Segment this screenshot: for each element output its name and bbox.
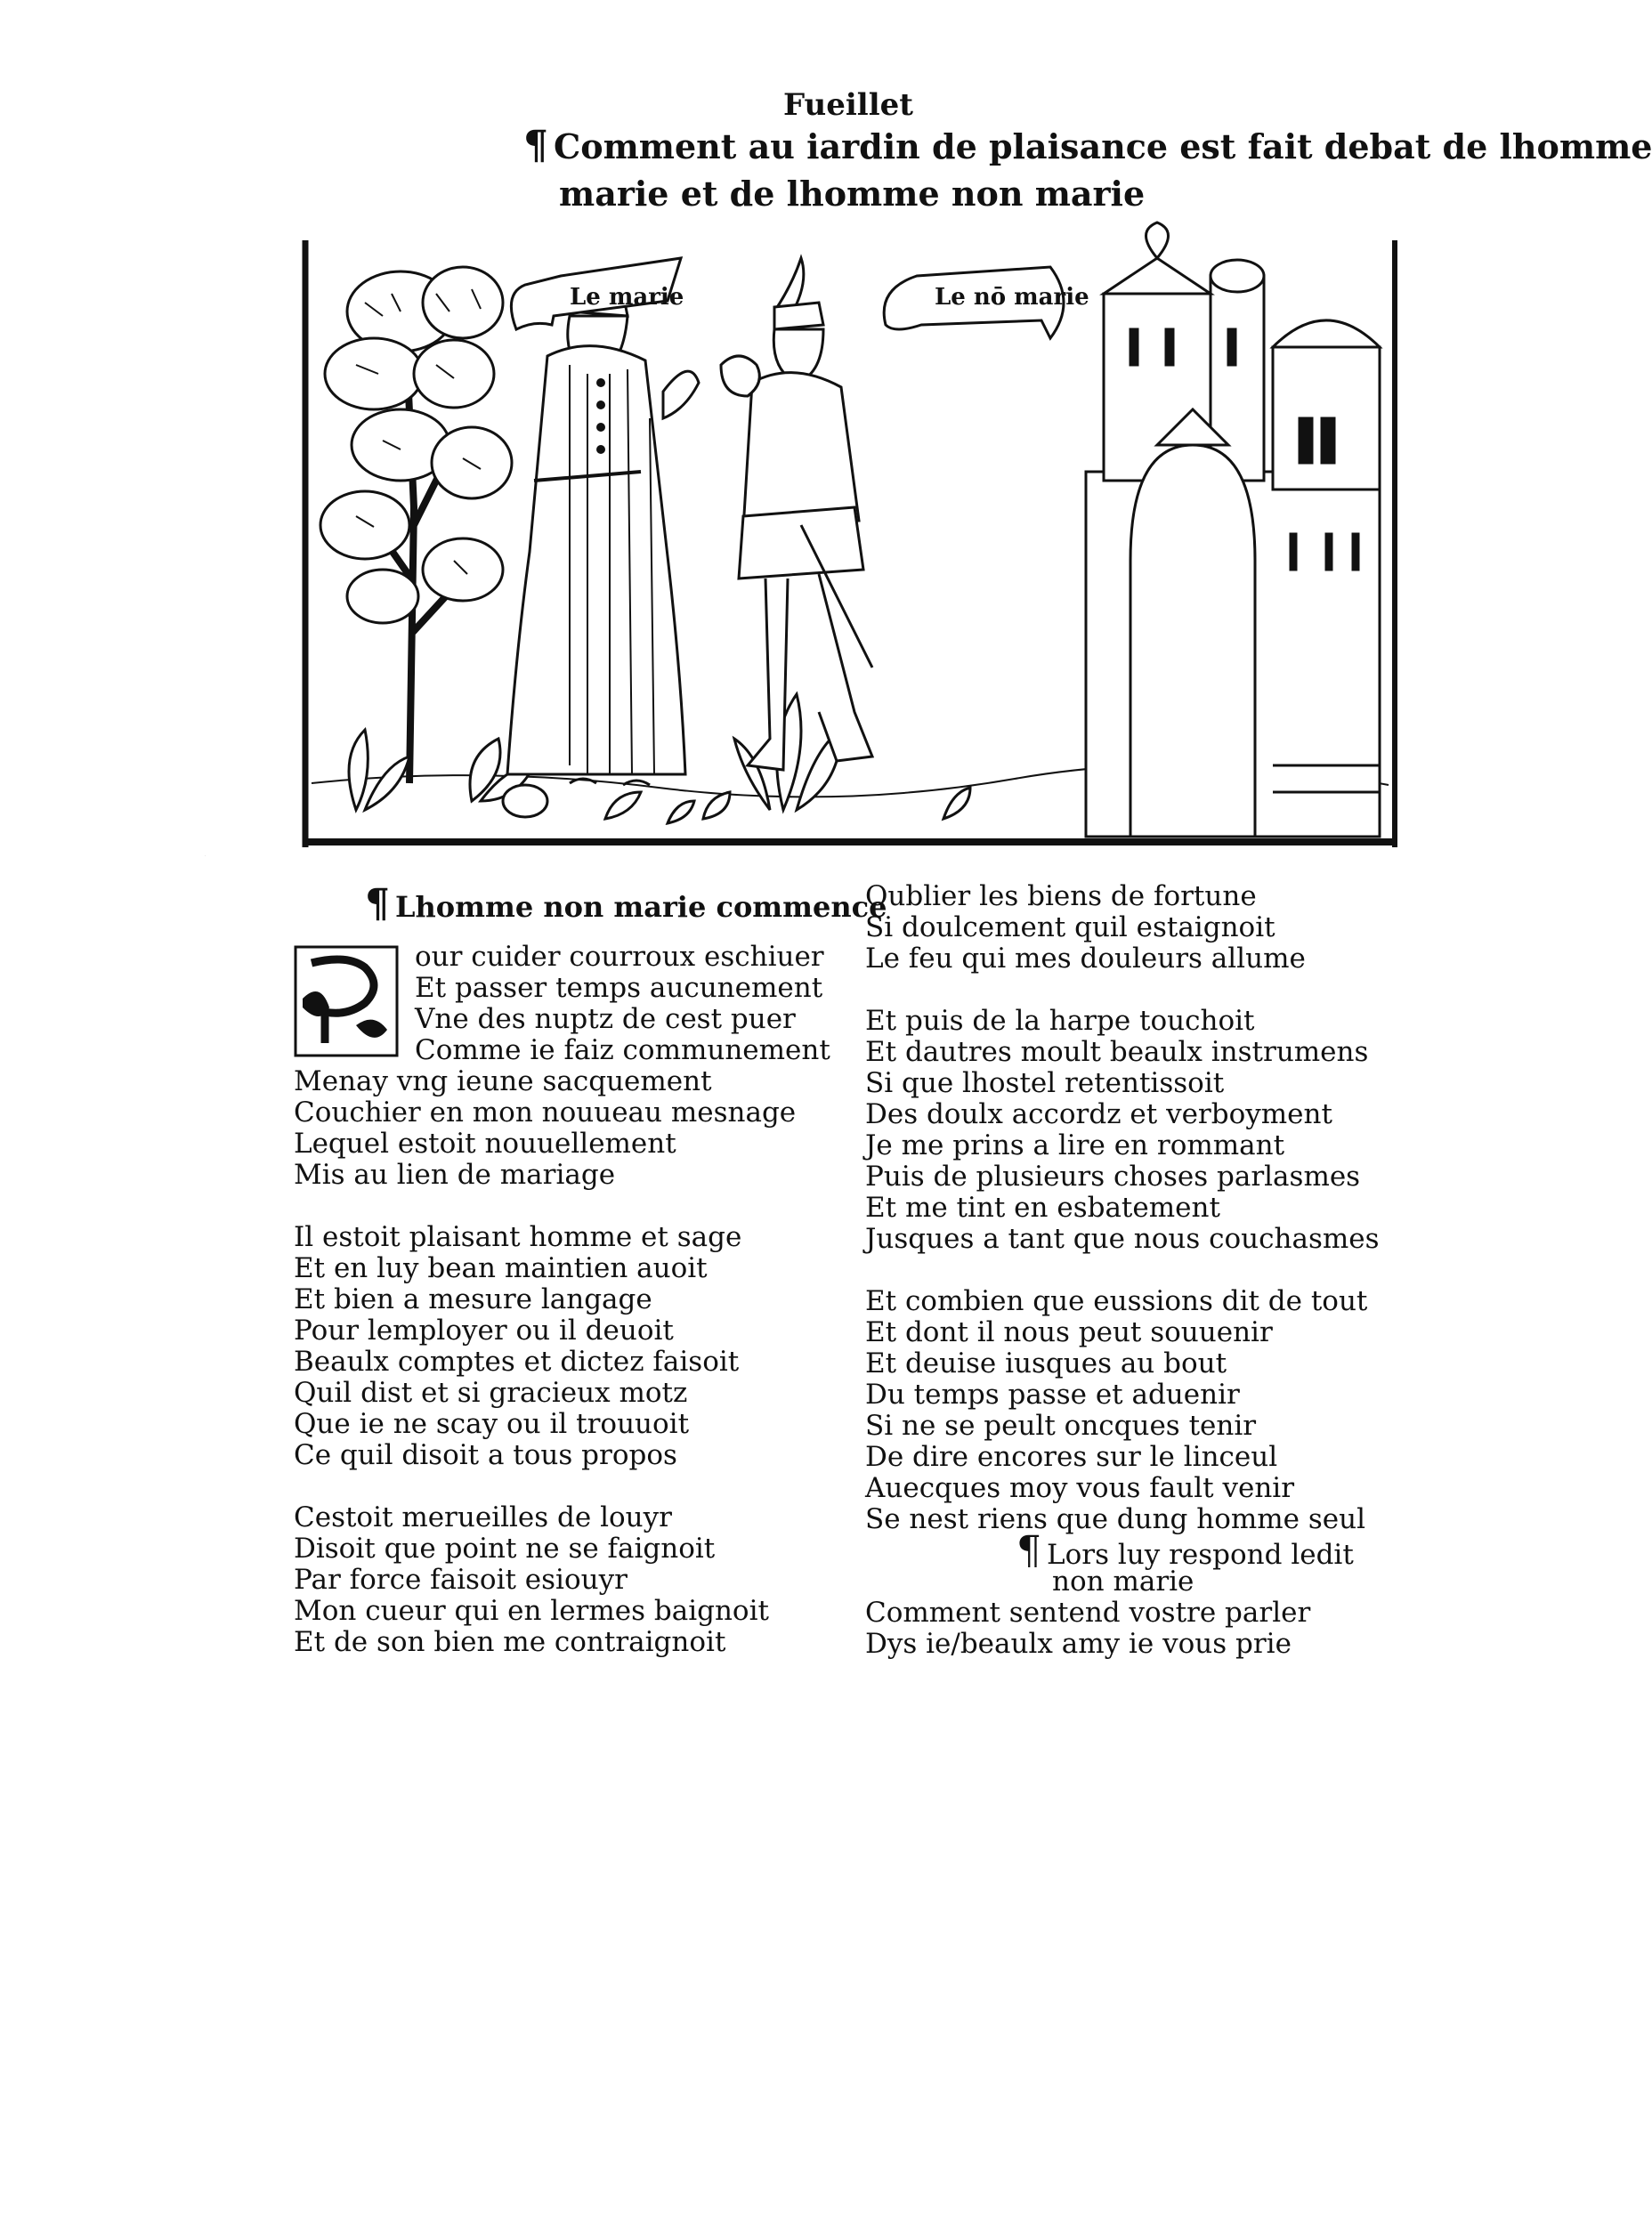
left-column-heading (365, 881, 887, 926)
verse-line: Et deuise iusques au bout (865, 1347, 1227, 1380)
verse-line: De dire encores sur le linceul (865, 1441, 1278, 1473)
banner-left-label: Le marie (570, 284, 684, 311)
stanza-1 (865, 881, 1364, 975)
pilcrow-mark: ¶ (523, 123, 548, 168)
verse-line: Si que lhostel retentissoit (865, 1067, 1225, 1099)
chapter-title-line-1 (523, 123, 1652, 168)
left-column-heading-text: Lhomme non marie commence (395, 890, 887, 924)
rubric-line-1 (865, 1528, 1364, 1574)
verse-line: Et combien que eussions dit de tout (865, 1285, 1368, 1317)
stanza-3 (294, 1502, 828, 1658)
verse-line: Puis de plusieurs choses parlasmes (865, 1161, 1361, 1193)
verse-line: Et dautres moult beaulx instrumens (865, 1036, 1369, 1068)
verse-line: Et puis de la harpe touchoit (865, 1005, 1255, 1037)
verse-line: Et passer temps aucunement (415, 972, 823, 1004)
verse-line: Et me tint en esbatement (865, 1192, 1220, 1224)
verse-line: Menay vng ieune sacquement (294, 1065, 712, 1097)
verse-line: Lequel estoit nouuellement (294, 1128, 676, 1160)
verse-line: Pour lemployer ou il deuoit (294, 1315, 674, 1347)
banner-right-label: Le nō marie (935, 284, 1089, 311)
banner-right (884, 267, 1089, 338)
tree-icon (320, 267, 512, 783)
verse-line: Oublier les biens de fortune (865, 880, 1257, 912)
verse-line: Se nest riens que dung homme seul (865, 1503, 1366, 1535)
verse-line: Vne des nuptz de cest puer (415, 1003, 796, 1035)
verse-line: Disoit que point ne se faignoit (294, 1533, 716, 1565)
pilcrow-mark: ¶ (1016, 1528, 1041, 1574)
pilcrow-mark: ¶ (365, 881, 390, 926)
verse-line: Des doulx accordz et verboyment (865, 1098, 1332, 1130)
verse-line: Par force faisoit esiouyr (294, 1564, 628, 1596)
verse-line: Comme ie faiz communement (415, 1034, 830, 1066)
verse-line: Mon cueur qui en lermes baignoit (294, 1595, 769, 1627)
stanza-4 (865, 1598, 1364, 1660)
verse-line: Et de son bien me contraignoit (294, 1626, 726, 1658)
drop-cap-icon (205, 856, 399, 1057)
verse-line: Comment sentend vostre parler (865, 1597, 1311, 1629)
verse-line: Et en luy bean maintien auoit (294, 1252, 708, 1284)
verse-line: Que ie ne scay ou il trouuoit (294, 1408, 690, 1440)
verse-line: Auecques moy vous fault venir (865, 1472, 1295, 1504)
verse-line: Du temps passe et aduenir (865, 1379, 1240, 1411)
verse-line: Jusques a tant que nous couchasmes (865, 1223, 1380, 1255)
verse-line: Le feu qui mes douleurs allume (865, 943, 1306, 975)
verse-line: Et dont il nous peut souuenir (865, 1316, 1273, 1348)
verse-line: our cuider courroux eschiuer (415, 941, 824, 973)
verse-line: Beaulx comptes et dictez faisoit (294, 1346, 740, 1378)
stanza-3 (865, 1285, 1368, 1535)
married-man-figure (507, 294, 699, 785)
rubric-text-1: Lors luy respond ledit (1047, 1539, 1354, 1571)
verse-line: Ce quil disoit a tous propos (294, 1439, 677, 1471)
verse-line: Cestoit merueilles de louyr (294, 1501, 672, 1533)
castle-icon (1086, 222, 1380, 837)
verse-line: Il estoit plaisant homme et sage (294, 1221, 742, 1253)
rubric-line-2: non marie (1052, 1566, 1194, 1598)
verse-line: Si ne se peult oncques tenir (865, 1410, 1257, 1442)
verse-line: Et bien a mesure langage (294, 1283, 652, 1315)
verse-line: Couchier en mon nouueau mesnage (294, 1096, 797, 1129)
chapter-title-line-2: marie et de lhomme non marie (559, 174, 1146, 214)
verse-line: Quil dist et si gracieux motz (294, 1377, 688, 1409)
stanza-2 (294, 1222, 828, 1471)
woodcut-illustration (303, 240, 1397, 847)
chapter-title-text-1: Comment au iardin de plaisance est fait debat de lhomme (554, 126, 1652, 166)
stanza-2 (865, 1005, 1380, 1255)
verse-line: Dys ie/beaulx amy ie vous prie (865, 1628, 1292, 1660)
verse-line: Si doulcement quil estaignoit (865, 911, 1275, 943)
verse-line: Mis au lien de mariage (294, 1159, 616, 1191)
drop-cap-letter: P (205, 856, 206, 857)
folio-label: Fueillet (783, 87, 913, 123)
verse-line: Je me prins a lire en rommant (865, 1129, 1285, 1161)
right-column (865, 880, 1380, 1660)
